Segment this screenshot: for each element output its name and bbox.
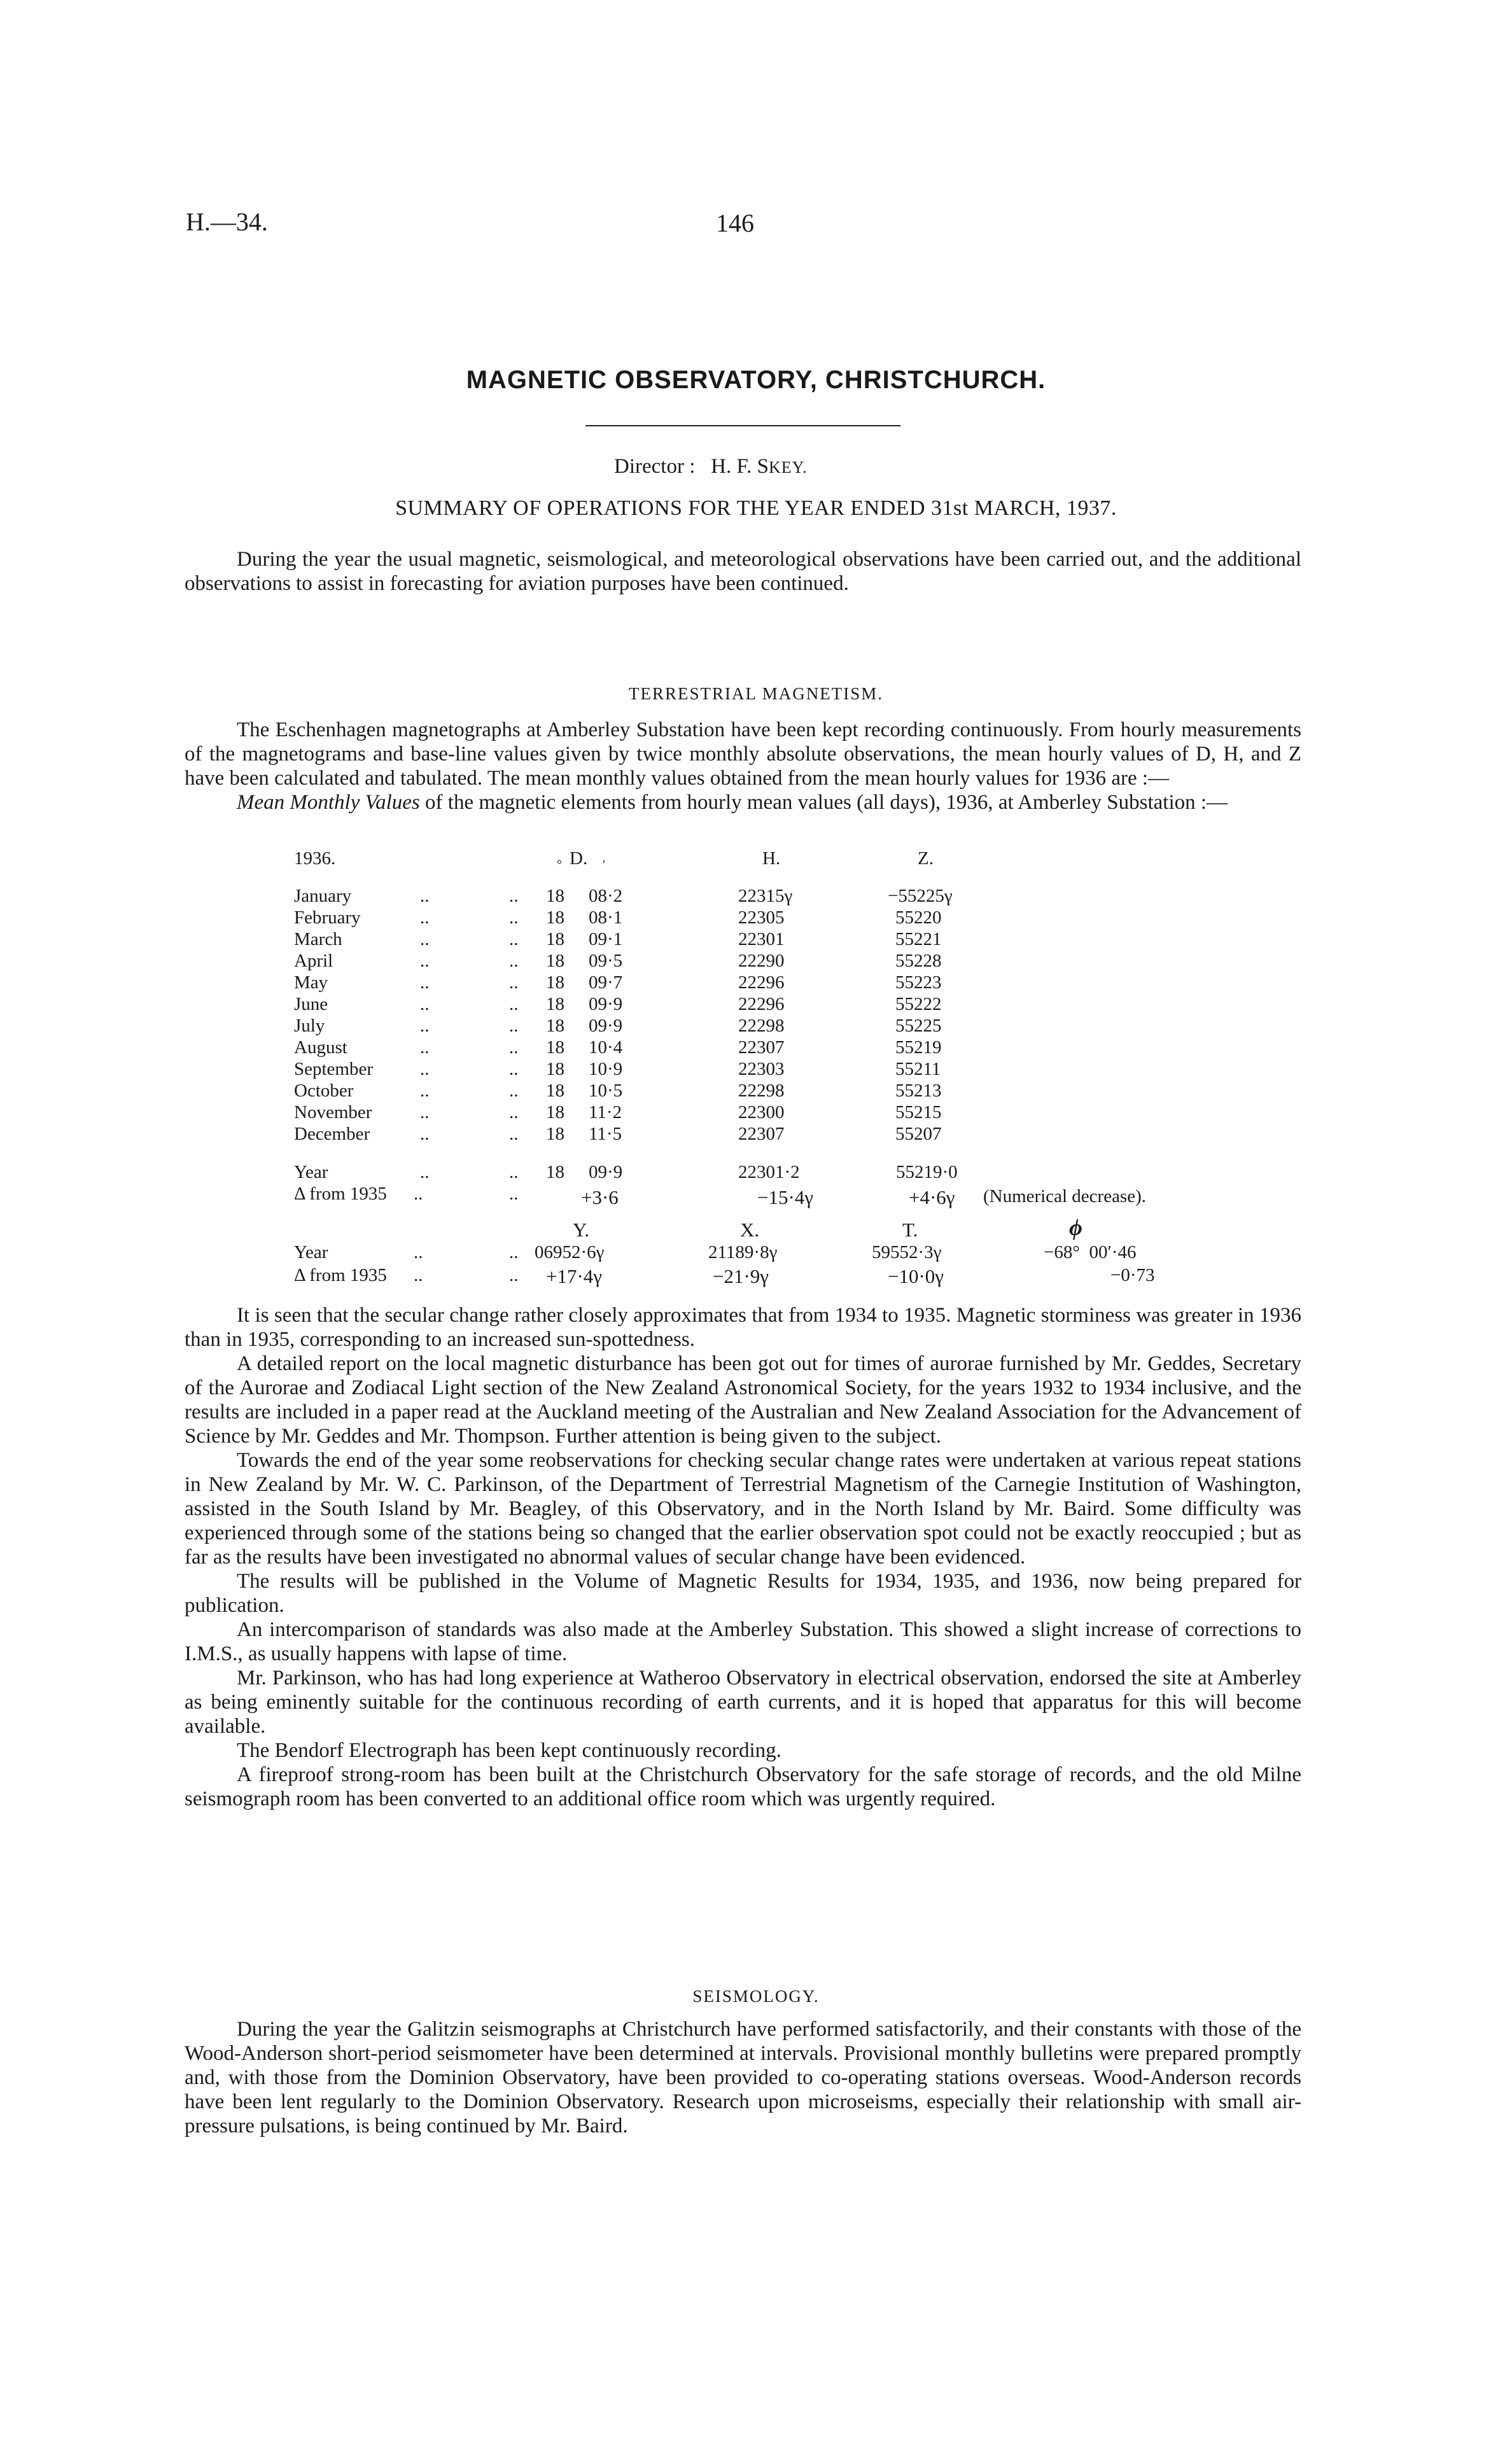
row-dots: .. <box>420 951 430 971</box>
delta-row-dots: .. <box>414 1184 423 1204</box>
col-header-t: T. <box>902 1219 918 1241</box>
body-paragraph: It is seen that the secular change rather closely approximates that from 1934 to 1935. Magnetic storminess was greater in 1936 than in 1935, corresponding to an increased sun-spottedness. <box>185 1304 1301 1351</box>
d-minutes: 09·9 <box>589 994 623 1014</box>
z-value: 55222 <box>895 994 942 1014</box>
z-value: −55225γ <box>888 886 953 906</box>
row-dots-2: .. <box>509 994 519 1014</box>
d-degrees: 18 <box>546 907 564 928</box>
year-row-deg: 18 <box>546 1162 564 1182</box>
h-value: 22298 <box>738 1081 785 1101</box>
d-degrees: 18 <box>546 972 564 993</box>
row-dots: .. <box>420 929 430 949</box>
delta-row-d: +3·6 <box>581 1186 619 1208</box>
z-value: 55213 <box>895 1081 942 1101</box>
summary-title: SUMMARY OF OPERATIONS FOR THE YEAR ENDED 31st MARCH, 1937. <box>395 496 1117 520</box>
z-value: 55228 <box>895 951 942 971</box>
row-dots-2: .. <box>509 1016 519 1036</box>
second-year-dots-2: .. <box>509 1242 519 1262</box>
d-minutes: 10·9 <box>589 1059 623 1079</box>
row-dots-2: .. <box>509 972 519 993</box>
terrestrial-paragraph: The Eschenhagen magnetographs at Amberley Substation have been kept recording continuously. From hourly measurements of the magnetograms and base-line values given by twice monthly absolute observations, the mean hourly values of D, H, and Z have been calculated and tabulated. The mean monthly values obtained from the mean hourly values for 1936 are :— <box>185 718 1301 790</box>
d-minutes: 09·7 <box>589 972 623 993</box>
second-year-phi: −68° 00′·46 <box>1044 1242 1137 1262</box>
second-year-dots: .. <box>414 1242 423 1262</box>
title-divider <box>585 425 900 426</box>
d-degrees: 18 <box>546 1081 564 1101</box>
body-paragraph: An intercomparison of standards was also made at the Amberley Substation. This showed a slight increase of corrections to I.M.S., as usually happens with lapse of time. <box>185 1618 1301 1665</box>
row-dots: .. <box>420 972 430 993</box>
d-minutes: 10·5 <box>589 1081 623 1101</box>
mean-values-caption <box>185 790 1301 815</box>
h-value: 22303 <box>738 1059 785 1079</box>
row-dots-2: .. <box>509 907 519 928</box>
row-dots: .. <box>420 1102 430 1123</box>
delta-row-z: +4·6γ <box>909 1186 955 1208</box>
body-paragraph: The Bendorf Electrograph has been kept continuously recording. <box>237 1739 781 1762</box>
h-value: 22290 <box>738 951 785 971</box>
body-paragraph: The results will be published in the Volume of Magnetic Results for 1934, 1935, and 1936, now being prepared for publication. <box>185 1570 1301 1617</box>
h-value: 22301 <box>738 929 785 949</box>
page-reference: H.—34. <box>186 207 268 236</box>
col-header-y: Y. <box>573 1219 590 1241</box>
minute-mark: ′ <box>603 858 606 872</box>
row-dots: .. <box>420 886 430 906</box>
row-dots: .. <box>420 1037 430 1058</box>
month-name: September <box>294 1059 374 1079</box>
year-row-z: 55219·0 <box>896 1162 958 1182</box>
second-delta-label: Δ from 1935 <box>294 1265 387 1285</box>
d-minutes: 10·4 <box>589 1037 623 1058</box>
body-paragraph: A detailed report on the local magnetic disturbance has been got out for times of aurorae furnished by Mr. Geddes, Secretary of the Aurorae and Zodiacal Light section of the New Zealand Astronomical Society, for the years 1932 to 1934 inclusive, and the results are included in a paper read at the Auckland meeting of the Australian and New Zealand Association for the Advancement of Science by Mr. Geddes and Mr. Thompson. Further attention is being given to the subject. <box>185 1352 1301 1448</box>
director-surname-rest: KEY. <box>769 458 808 477</box>
row-dots-2: .. <box>509 1059 519 1079</box>
row-dots-2: .. <box>509 1102 519 1123</box>
month-name: February <box>294 907 361 928</box>
row-dots-2: .. <box>509 1037 519 1058</box>
d-minutes: 08·2 <box>589 886 623 906</box>
d-minutes: 09·5 <box>589 951 623 971</box>
d-minutes: 08·1 <box>589 907 623 928</box>
row-dots-2: .. <box>509 951 519 971</box>
d-degrees: 18 <box>546 1124 564 1144</box>
h-value: 22307 <box>738 1124 785 1144</box>
col-header-phi: ϕ <box>1069 1215 1082 1240</box>
row-dots-2: .. <box>509 886 519 906</box>
d-minutes: 09·1 <box>589 929 623 949</box>
second-year-x: 21189·8γ <box>708 1242 778 1262</box>
row-dots: .. <box>420 994 430 1014</box>
month-name: January <box>294 886 352 906</box>
second-delta-t: −10·0γ <box>888 1265 944 1287</box>
h-value: 22296 <box>738 972 785 993</box>
degree-mark: ° <box>557 858 562 872</box>
body-text-block <box>185 1303 1301 1811</box>
director-initials: H. F. <box>711 455 752 478</box>
h-value: 22296 <box>738 994 785 1014</box>
month-name: July <box>294 1016 325 1036</box>
month-name: March <box>294 929 342 949</box>
z-value: 55220 <box>895 907 942 928</box>
director-surname-initial: S <box>757 455 769 478</box>
row-dots-2: .. <box>509 1081 519 1101</box>
h-value: 22305 <box>738 907 785 928</box>
director-line <box>614 455 808 479</box>
d-degrees: 18 <box>546 994 564 1014</box>
director-label: Director : <box>614 455 696 478</box>
col-header-year: 1936. <box>294 848 336 869</box>
year-row-h: 22301·2 <box>738 1162 800 1182</box>
row-dots-2: .. <box>509 1124 519 1144</box>
z-value: 55207 <box>895 1124 942 1144</box>
second-year-label: Year <box>294 1242 328 1262</box>
page-title: MAGNETIC OBSERVATORY, CHRISTCHURCH. <box>466 366 1046 394</box>
h-value: 22298 <box>738 1016 785 1036</box>
d-minutes: 11·2 <box>589 1102 622 1123</box>
body-paragraph: Mr. Parkinson, who has had long experience at Watheroo Observatory in electrical observation, endorsed the site at Amberley as being eminently suitable for the continuous recording of earth currents, and it is hoped that apparatus for this will become available. <box>185 1667 1301 1738</box>
body-paragraph: Towards the end of the year some reobservations for checking secular change rates were undertaken at various repeat stations in New Zealand by Mr. W. C. Parkinson, of the Department of Terrestrial Magnetism of the Carnegie Institution of Washington, assisted in the South Island by Mr. Beagley, of this Observatory, and in the North Island by Mr. Baird. Some difficulty was experienced through some of the stations being so changed that the earlier observation spot could not be exactly reoccupied ; but as far as the results have been investigated no abnormal values of secular change have been evidenced. <box>185 1449 1301 1569</box>
month-name: August <box>294 1037 347 1058</box>
page-number: 146 <box>716 209 754 237</box>
month-name: November <box>294 1102 372 1123</box>
intro-paragraph: During the year the usual magnetic, seismological, and meteorological observations have been carried out, and the additional observations to assist in forecasting for aviation purposes have been continued. <box>185 548 1301 595</box>
year-row-dots: .. <box>420 1162 430 1182</box>
body-paragraph: A fireproof strong-room has been built at the Christchurch Observatory for the safe storage of records, and the old Milne seismograph room has been converted to an additional office room which was urgently required. <box>185 1763 1301 1810</box>
col-header-x: X. <box>740 1219 760 1241</box>
row-dots: .. <box>420 1016 430 1036</box>
z-value: 55223 <box>895 972 942 993</box>
section-heading-terrestrial: TERRESTRIAL MAGNETISM. <box>629 684 883 703</box>
mean-values-title: Mean Monthly Values <box>237 791 420 814</box>
d-degrees: 18 <box>546 929 564 949</box>
row-dots-2: .. <box>509 929 519 949</box>
h-value: 22315γ <box>738 886 793 906</box>
second-delta-phi: −0·73 <box>1110 1265 1155 1285</box>
col-header-z: Z. <box>918 848 934 869</box>
z-value: 55211 <box>895 1059 941 1079</box>
year-row-min: 09·9 <box>589 1162 623 1182</box>
year-row-label: Year <box>294 1162 328 1182</box>
delta-row-h: −15·4γ <box>757 1186 814 1208</box>
d-minutes: 11·5 <box>589 1124 622 1144</box>
seismology-paragraph: During the year the Galitzin seismographs at Christchurch have performed satisfactorily, and their constants with those of the Wood-Anderson short-period seismometer have been determined at intervals. Provisional monthly bulletins were prepared promptly and, with those from the Dominion Observatory, have been provided to co-operating stations overseas. Wood-Anderson records have been lent regularly to the Dominion Observatory. Research upon microseisms, especially their relationship with small air-pressure pulsations, is being continued by Mr. Baird. <box>185 2018 1301 2137</box>
mean-values-caption-text: of the magnetic elements from hourly mean values (all days), 1936, at Amberley Substation :— <box>419 791 1228 814</box>
d-degrees: 18 <box>546 951 564 971</box>
second-delta-dots-2: .. <box>509 1265 519 1285</box>
d-degrees: 18 <box>546 1059 564 1079</box>
year-row-dots-2: .. <box>509 1162 519 1182</box>
d-degrees: 18 <box>546 886 564 906</box>
z-value: 55219 <box>895 1037 942 1058</box>
row-dots: .. <box>420 1081 430 1101</box>
delta-row-note: (Numerical decrease). <box>983 1186 1147 1207</box>
h-value: 22307 <box>738 1037 785 1058</box>
d-degrees: 18 <box>546 1102 564 1123</box>
d-degrees: 18 <box>546 1016 564 1036</box>
z-value: 55225 <box>895 1016 942 1036</box>
second-delta-y: +17·4γ <box>546 1265 603 1287</box>
month-name: December <box>294 1124 370 1144</box>
month-name: October <box>294 1081 354 1101</box>
month-name: May <box>294 972 328 993</box>
z-value: 55215 <box>895 1102 942 1123</box>
second-delta-x: −21·9γ <box>713 1265 769 1287</box>
month-name: June <box>294 994 328 1014</box>
second-delta-dots: .. <box>414 1265 423 1285</box>
row-dots: .. <box>420 1059 430 1079</box>
seismology-block <box>185 2017 1301 2138</box>
row-dots: .. <box>420 1124 430 1144</box>
terrestrial-block <box>185 718 1301 815</box>
d-minutes: 09·9 <box>589 1016 623 1036</box>
second-year-t: 59552·3γ <box>872 1242 942 1262</box>
h-value: 22300 <box>738 1102 785 1123</box>
row-dots: .. <box>420 907 430 928</box>
section-heading-seismology: SEISMOLOGY. <box>692 1987 820 2006</box>
intro-block <box>185 547 1301 596</box>
month-name: April <box>294 951 333 971</box>
col-header-d: D. <box>570 848 588 869</box>
d-degrees: 18 <box>546 1037 564 1058</box>
second-year-y: 06952·6γ <box>535 1242 605 1262</box>
delta-row-label: Δ from 1935 <box>294 1184 387 1204</box>
z-value: 55221 <box>895 929 942 949</box>
delta-row-dots-2: .. <box>509 1184 519 1204</box>
col-header-h: H. <box>762 848 781 869</box>
